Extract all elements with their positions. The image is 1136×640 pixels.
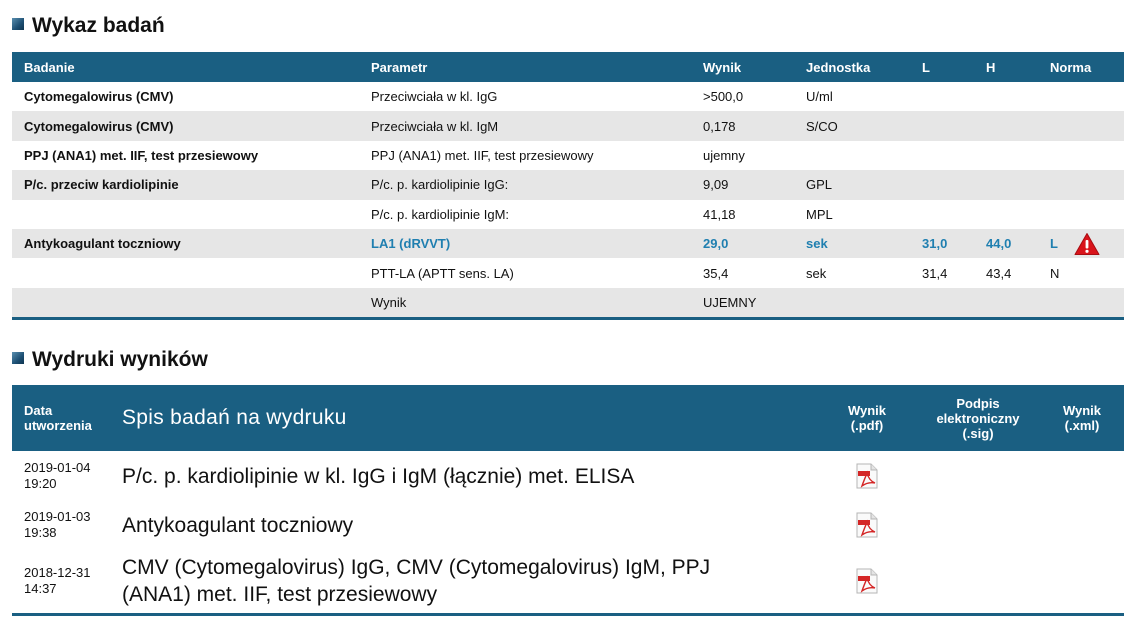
prints-title: Wydruki wyników [32, 348, 208, 371]
header-pdf-line2: (.pdf) [850, 418, 884, 433]
cell-parametr: Wynik [359, 288, 691, 317]
print-date-day: 2018-12-31 [24, 565, 91, 580]
cell-wynik: 0,178 [691, 111, 794, 140]
cell-badanie [12, 288, 359, 317]
cell-norma [1038, 141, 1124, 170]
header-sig-line2: elektroniczny [936, 410, 1020, 426]
cell-l [910, 141, 974, 170]
header-date [12, 385, 110, 451]
cell-norma [1038, 111, 1124, 140]
header-l: L [910, 52, 974, 82]
print-pdf-cell [818, 501, 916, 549]
header-badanie: Badanie [12, 52, 359, 82]
print-xml-cell [1040, 501, 1124, 549]
cell-parametr: PTT-LA (APTT sens. LA) [371, 265, 514, 281]
header-xml-line2: (.xml) [1064, 418, 1100, 433]
print-date-day: 2019-01-03 [24, 509, 91, 524]
prints-bottom-border [12, 613, 1124, 616]
cell-wynik: ujemny [703, 147, 745, 163]
cell-l [910, 288, 974, 317]
header-signature [916, 385, 1040, 451]
cell-wynik: 41,18 [703, 206, 736, 222]
cell-parametr: Przeciwciała w kl. IgG [371, 89, 498, 105]
cell-h [974, 170, 1038, 199]
print-pdf-cell [818, 451, 916, 501]
table-row [12, 82, 1124, 111]
header-wynik: Wynik [691, 52, 794, 82]
cell-jednostka: U/ml [806, 89, 833, 105]
cell-l: 31,0 [910, 229, 974, 258]
cell-h: 44,0 [974, 229, 1038, 258]
pdf-file-icon[interactable] [855, 463, 879, 489]
print-date [12, 451, 110, 501]
norma-flag: L [1050, 236, 1058, 252]
cell-badanie: Cytomegalowirus (CMV) [12, 111, 359, 140]
cell-norma [1038, 288, 1124, 317]
print-sig-cell [916, 549, 1040, 613]
cell-jednostka: MPL [806, 206, 833, 222]
cell-wynik: UJEMNY [691, 288, 794, 317]
print-test-list: P/c. p. kardiolipinie w kl. IgG i IgM (łącznie) met. ELISA [122, 464, 635, 488]
cell-badanie: Cytomegalowirus (CMV) [24, 89, 174, 105]
cell-jednostka: GPL [794, 170, 910, 199]
cell-h [974, 288, 1038, 317]
results-section-title [12, 14, 165, 38]
cell-jednostka: S/CO [794, 111, 910, 140]
print-test-list-line1: CMV (Cytomegalovirus) IgG, CMV (Cytomegalovirus) IgM, PPJ [122, 556, 711, 579]
square-bullet-icon [12, 352, 24, 364]
header-norma: Norma [1038, 52, 1124, 82]
header-h: H [974, 52, 1038, 82]
cell-h [974, 141, 1038, 170]
header-date-line1: Data [24, 403, 53, 418]
header-pdf [818, 385, 916, 451]
print-date-time: 14:37 [24, 581, 57, 596]
print-date-time: 19:38 [24, 525, 57, 540]
table-row [12, 141, 1124, 170]
table-row [12, 200, 1124, 229]
prints-header-row [12, 385, 1124, 451]
cell-jednostka: sek [794, 229, 910, 258]
cell-badanie [12, 200, 359, 229]
cell-wynik: 9,09 [691, 170, 794, 199]
table-row [12, 288, 1124, 317]
cell-h: 43,4 [986, 265, 1012, 281]
print-test-list-line2: (ANA1) met. IIF, test przesiewowy [122, 583, 438, 606]
cell-parametr: PPJ (ANA1) met. IIF, test przesiewowy [371, 147, 594, 163]
cell-l [910, 200, 974, 229]
print-date-day: 2019-01-04 [24, 460, 91, 475]
cell-parametr: LA1 (dRVVT) [359, 229, 691, 258]
cell-parametr: Przeciwciała w kl. IgM [359, 111, 691, 140]
cell-jednostka [794, 141, 910, 170]
results-title: Wykaz badań [32, 14, 165, 37]
print-xml-cell [1040, 451, 1124, 501]
prints-table [12, 385, 1124, 616]
header-sig-line1: Podpis [956, 395, 1000, 411]
print-pdf-cell [818, 549, 916, 613]
print-row [12, 549, 1124, 613]
print-row [12, 451, 1124, 501]
header-date-line2: utworzenia [24, 418, 92, 433]
table-row-alert [12, 229, 1124, 258]
cell-norma [1038, 229, 1124, 258]
print-date [12, 501, 110, 549]
print-test-list [110, 549, 818, 613]
print-date-time: 19:20 [24, 476, 57, 491]
print-test-list: Antykoagulant toczniowy [122, 513, 354, 537]
cell-norma: N [1050, 265, 1060, 281]
table-row [12, 258, 1124, 287]
header-xml [1040, 385, 1124, 451]
cell-jednostka: sek [806, 265, 827, 281]
pdf-file-icon[interactable] [855, 512, 879, 538]
cell-l [910, 170, 974, 199]
table-row [12, 170, 1124, 199]
cell-parametr: P/c. p. kardiolipinie IgM: [371, 206, 510, 222]
cell-parametr: P/c. p. kardiolipinie IgG: [359, 170, 691, 199]
header-xml-line1: Wynik [1062, 403, 1102, 418]
header-jednostka: Jednostka [794, 52, 910, 82]
header-parametr: Parametr [359, 52, 691, 82]
results-bottom-border [12, 317, 1124, 320]
cell-wynik: >500,0 [703, 89, 744, 105]
warning-triangle-icon [1074, 232, 1100, 256]
cell-norma [1038, 200, 1124, 229]
cell-l: 31,4 [922, 265, 948, 281]
print-sig-cell [916, 451, 1040, 501]
pdf-file-icon[interactable] [855, 568, 879, 594]
table-row [12, 111, 1124, 140]
print-row [12, 501, 1124, 549]
cell-norma [1038, 82, 1124, 111]
square-bullet-icon [12, 18, 24, 30]
print-sig-cell [916, 501, 1040, 549]
cell-h [974, 111, 1038, 140]
cell-badanie: P/c. przeciw kardiolipinie [12, 170, 359, 199]
cell-badanie: PPJ (ANA1) met. IIF, test przesiewowy [24, 147, 259, 163]
print-xml-cell [1040, 549, 1124, 613]
prints-section-title [12, 348, 208, 372]
cell-l [910, 82, 974, 111]
print-date [12, 549, 110, 613]
cell-h [974, 82, 1038, 111]
results-header-row [12, 52, 1124, 82]
cell-wynik: 29,0 [691, 229, 794, 258]
header-test-list: Spis badań na wydruku [110, 385, 818, 451]
header-pdf-line1: Wynik [847, 403, 887, 418]
cell-l [910, 111, 974, 140]
cell-wynik: 35,4 [703, 265, 729, 281]
cell-badanie: Antykoagulant toczniowy [12, 229, 359, 258]
cell-jednostka [794, 288, 910, 317]
cell-badanie [12, 258, 359, 287]
cell-h [974, 200, 1038, 229]
results-table [12, 52, 1124, 320]
cell-norma [1038, 170, 1124, 199]
header-sig-line3: (.sig) [962, 425, 994, 441]
